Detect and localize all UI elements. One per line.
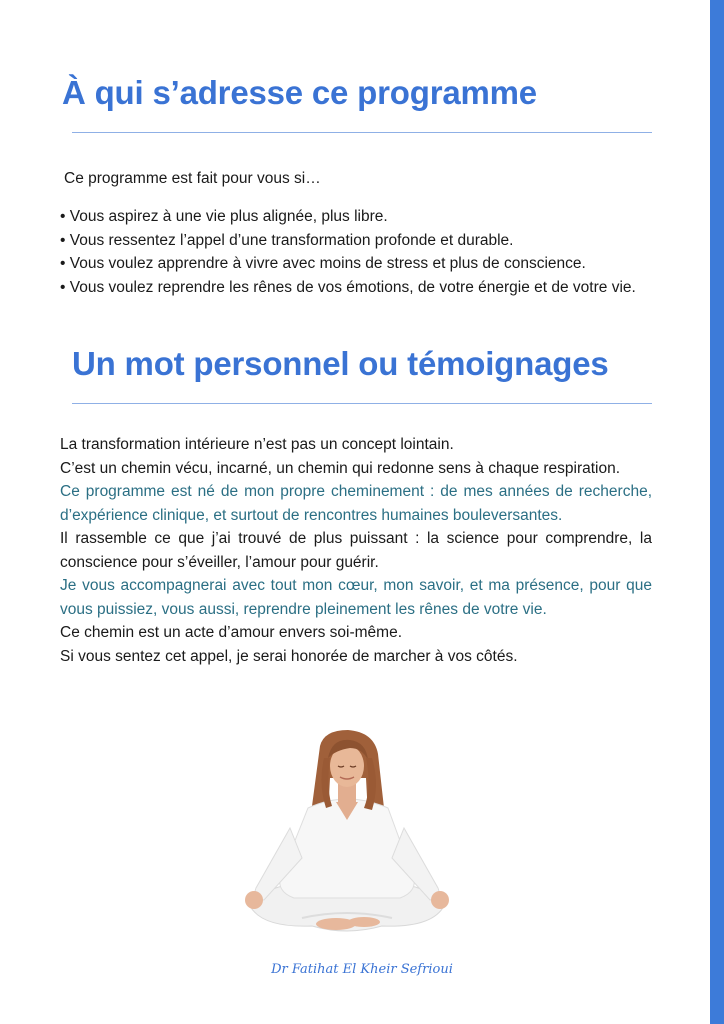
- list-item: • Vous voulez reprendre les rênes de vos émotions, de votre énergie et de votre vie.: [60, 278, 636, 296]
- paragraph: Si vous sentez cet appel, je serai honorée de marcher à vos côtés.: [60, 647, 518, 665]
- list-item: • Vous voulez apprendre à vivre avec moins de stress et plus de conscience.: [60, 255, 586, 272]
- paragraph-highlight: Je vous accompagnerai avec tout mon cœur, mon savoir, et ma présence, pour que vous puissiez, vous aussi, reprendre pleinement les rênes de votre vie.: [60, 577, 652, 618]
- list-item: • Vous aspirez à une vie plus alignée, plus libre.: [60, 208, 388, 225]
- paragraph: La transformation intérieure n’est pas un concept lointain.: [60, 436, 454, 453]
- section-title-personal: Un mot personnel ou témoignages: [72, 345, 609, 382]
- intro-text: Ce programme est fait pour vous si…: [64, 170, 321, 187]
- title-divider: [72, 132, 652, 133]
- author-signature: Dr Fatihat El Kheir Sefrioui: [271, 962, 453, 977]
- paragraph-highlight: Ce programme est né de mon propre cheminement : de mes années de recherche, d’expérience clinique, et surtout de rencontres humaines bouleversantes.: [60, 483, 652, 524]
- paragraph: C’est un chemin vécu, incarné, un chemin qui redonne sens à chaque respiration.: [60, 459, 621, 477]
- meditating-woman-photo: [232, 728, 462, 943]
- section-title-audience: À qui s’adresse ce programme: [62, 74, 537, 111]
- right-accent-bar: [710, 0, 724, 1024]
- title-divider: [72, 403, 652, 404]
- audience-list: [60, 205, 652, 299]
- personal-text: [60, 433, 652, 668]
- paragraph: Il rassemble ce que j’ai trouvé de plus puissant : la science pour comprendre, la conscience pour s’éveiller, l’amour pour guérir.: [60, 530, 652, 571]
- list-item: • Vous ressentez l’appel d’une transformation profonde et durable.: [60, 231, 514, 249]
- paragraph: Ce chemin est un acte d’amour envers soi-même.: [60, 624, 403, 641]
